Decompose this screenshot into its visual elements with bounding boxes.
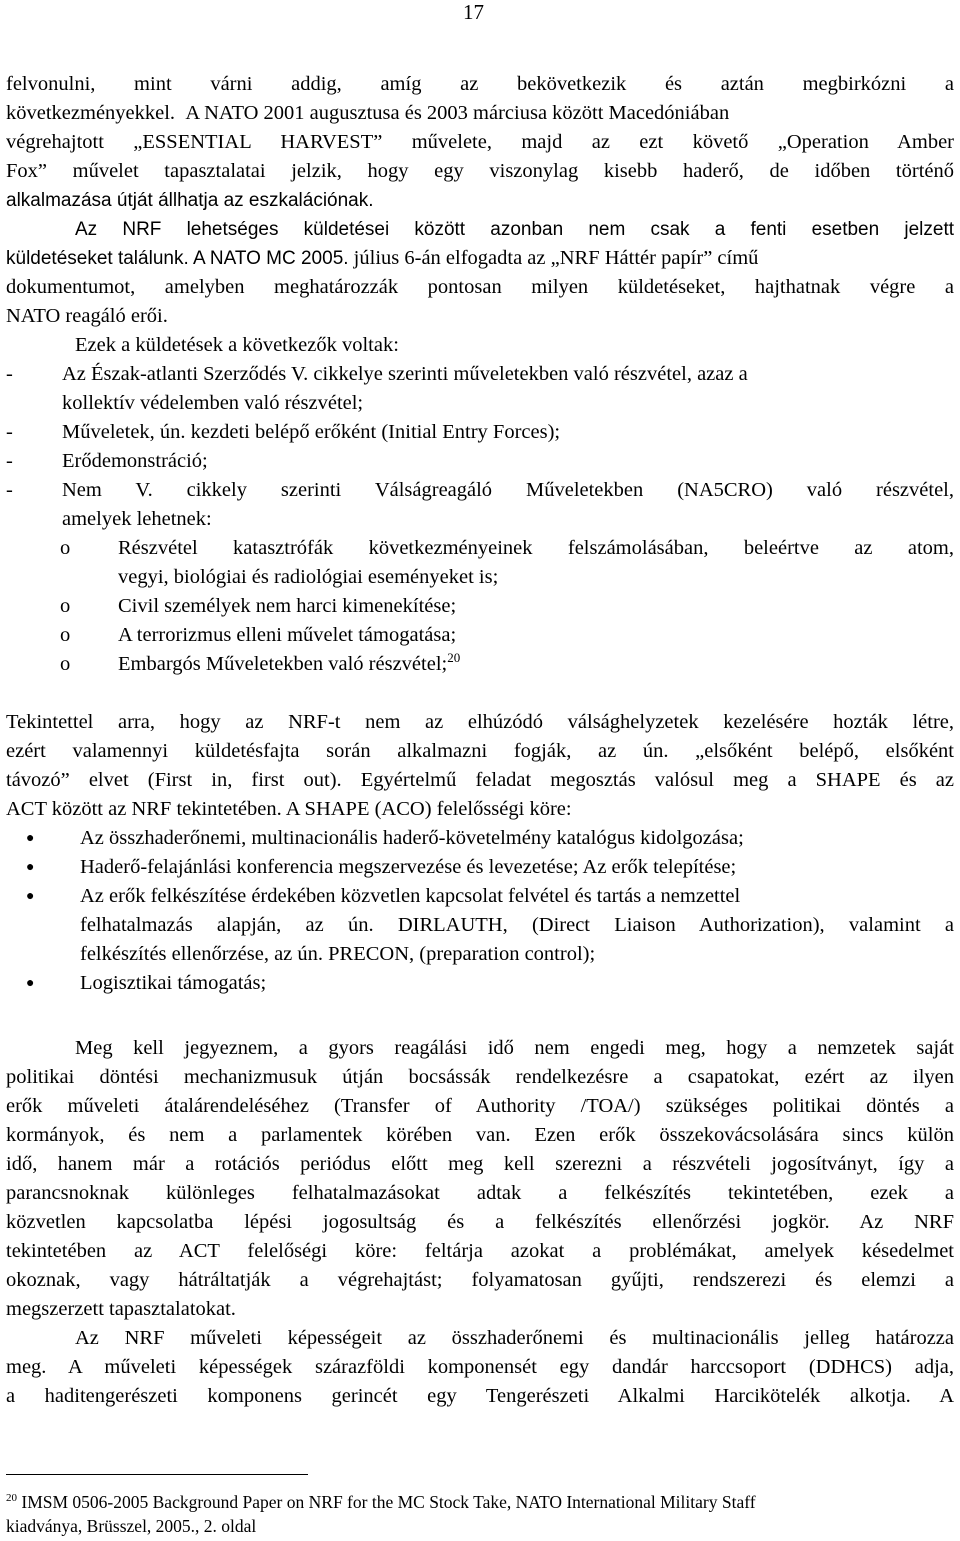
paragraph-line: meg. A műveleti képességek szárazföldi komponensét egy dandár harccsoport (DDHCS) adja, — [6, 1356, 954, 1378]
sub-item-text: Embargós Műveletekben való részvétel;$^{20}$ — [118, 650, 461, 675]
paragraph-line: ACT között az NRF tekintetében. A SHAPE (ACO) felelősségi köre: — [6, 798, 572, 820]
paragraph-line: kormányok, és nem a parlamentek körében van. Ezen erők összekovácsolására sincs külön — [6, 1124, 954, 1146]
paragraph-line: felvonulni, mint várni addig, amíg az bekövetkezik és aztán megbirkózni a — [6, 73, 954, 95]
circle-bullet-icon: o — [60, 537, 71, 559]
bullet-icon: ● — [26, 889, 35, 904]
dash-marker: - — [6, 479, 13, 501]
paragraph-line: Tekintettel arra, hogy az NRF-t nem az elhúzódó válsághelyzetek kezelésére hozták létre, — [6, 711, 954, 733]
paragraph-line: erők műveleti átalárendeléséhez (Transfer of Authority /TOA/) szükséges politikai döntés a — [6, 1095, 954, 1117]
paragraph-line: közvetlen kapcsolatba lépési jogosultság és a felkészítés ellenőrzési jogkör. Az NRF — [6, 1211, 954, 1233]
footnote-text-line: kiadványa, Brüsszel, 2005., 2. oldal — [6, 1516, 257, 1536]
footnote-reference[interactable]: 20 — [447, 650, 461, 666]
bullet-item-text: Az összhaderőnemi, multinacionális haderő-követelmény katalógus kidolgozása; — [80, 827, 744, 849]
sub-item-text: A terrorizmus elleni művelet támogatása; — [118, 624, 457, 646]
page-number: 17 — [463, 0, 484, 24]
paragraph-line: Meg kell jegyeznem, a gyors reagálási idő nem engedi meg, hogy a nemzetek saját — [75, 1037, 954, 1059]
paragraph-line: Az NRF műveleti képességeit az összhaderőnemi és multinacionális jelleg határozza — [75, 1327, 954, 1349]
paragraph-line: végrehajtott „ESSENTIAL HARVEST” művelete, majd az ezt követő „Operation Amber — [6, 131, 954, 153]
paragraph-line: Az NRF lehetséges küldetései között azonban nem csak a fenti esetben jelzett — [75, 219, 954, 240]
sentence: következményekkel. — [6, 102, 176, 124]
footnote-separator — [6, 1474, 308, 1475]
dash-marker: - — [6, 450, 13, 472]
bullet-icon: ● — [26, 831, 35, 846]
paragraph-line — [6, 244, 954, 273]
paragraph-line: dokumentumot, amelyben meghatározzák pontosan milyen küldetéseket, hajthatnak végre a — [6, 276, 954, 298]
circle-bullet-icon: o — [60, 624, 71, 646]
circle-bullet-icon: o — [60, 653, 71, 675]
paragraph-line: alkalmazása útját állhatja az eszkalációnak. — [6, 190, 374, 211]
sentence: július 6-án elfogadta az „NRF Háttér papír” című — [353, 247, 759, 269]
sub-item-text: Civil személyek nem harci kimenekítése; — [118, 595, 457, 617]
footnote-text-line: IMSM 0506-2005 Background Paper on NRF for the MC Stock Take, NATO International Military Staff — [21, 1492, 756, 1512]
bullet-item-text: Az erők felkészítése érdekében közvetlen kapcsolat felvétel és tartás a nemzettel felhatalmazás alapján, az ún. DIRLAUTH, (Direct Liaison Authorization), valamint a felkészítés ellenőrzése, az ún. PRECON, (preparation control); — [80, 885, 954, 965]
paragraph-line: okoznak, vagy hátráltatják a végrehajtást; folyamatosan gyűjti, rendszerezi és elemzi a — [6, 1269, 954, 1291]
paragraph-line: a haditengerészeti komponens gerincét egy Tengerészeti Alkalmi Harcikötelék alkotja. A — [6, 1385, 954, 1407]
footnote-number: 20 — [6, 1492, 17, 1505]
dash-item-text: Nem V. cikkely szerinti Válságreagáló Műveletekben (NA5CRO) való részvétel, amelyek lehetnek: — [62, 479, 954, 530]
paragraph-line: idő, hanem már a rotációs periódus előtt meg kell szerezni a részvételi jogosítványt, így a — [6, 1153, 954, 1175]
bullet-icon: ● — [26, 860, 35, 875]
paragraph-line: ezért valamennyi küldetésfajta során alkalmazni fogják, az ún. „elsőként belépő, elsőként — [6, 740, 954, 762]
dash-item-text: Az Észak-atlanti Szerződés V. cikkelye szerinti műveletekben való részvétel, azaz a kollektív védelemben való részvétel; — [62, 363, 748, 414]
sentence: A NATO 2001 augusztusa és 2003 márciusa között Macedóniában — [185, 102, 730, 124]
footnote — [6, 1490, 954, 1538]
paragraph-line: Ezek a küldetések a következők voltak: — [75, 334, 399, 356]
paragraph-line: politikai döntési mechanizmusuk útján bocsássák rendelkezésre a csapatokat, ezért az ilyen — [6, 1066, 954, 1088]
paragraph-line — [6, 99, 954, 128]
sub-item-text: Részvétel katasztrófák következményeinek felszámolásában, beleértve az atom, vegyi, biológiai és radiológiai eseményeket is; — [118, 537, 954, 588]
paragraph-line: távozó” elvet (First in, first out). Egyértelmű feladat megosztás valósul meg a SHAPE és az — [6, 769, 954, 791]
sentence: küldetéseket találunk. A NATO MC 2005. — [6, 248, 349, 269]
paragraph-line: Fox” művelet tapasztalatai jelzik, hogy egy viszonylag kisebb haderő, de időben történő — [6, 160, 954, 182]
sub-list-item — [6, 534, 954, 592]
dash-marker: - — [6, 421, 13, 443]
dash-list-item — [6, 476, 954, 534]
bullet-item-text: Logisztikai támogatás; — [80, 972, 267, 994]
dash-item-text: Műveletek, ún. kezdeti belépő erőként (Initial Entry Forces); — [62, 421, 561, 443]
paragraph-line: NATO reagáló erői. — [6, 305, 168, 327]
paragraph-line: parancsnoknak különleges felhatalmazásokat adtak a felkészítés tekintetében, ezek a — [6, 1182, 954, 1204]
circle-bullet-icon: o — [60, 595, 71, 617]
paragraph-line: megszerzett tapasztalatokat. — [6, 1298, 236, 1320]
dash-item-text: Erődemonstráció; — [62, 450, 208, 472]
bullet-item-text: Haderő-felajánlási konferencia megszervezése és levezetése; Az erők telepítése; — [80, 856, 737, 878]
bullet-list-item — [6, 882, 954, 969]
bullet-icon: ● — [26, 976, 35, 991]
dash-list-item — [6, 360, 954, 418]
paragraph-line: tekintetében az ACT felelőségi köre: feltárja azokat a problémákat, amelyek késedelmet — [6, 1240, 954, 1262]
dash-marker: - — [6, 363, 13, 385]
